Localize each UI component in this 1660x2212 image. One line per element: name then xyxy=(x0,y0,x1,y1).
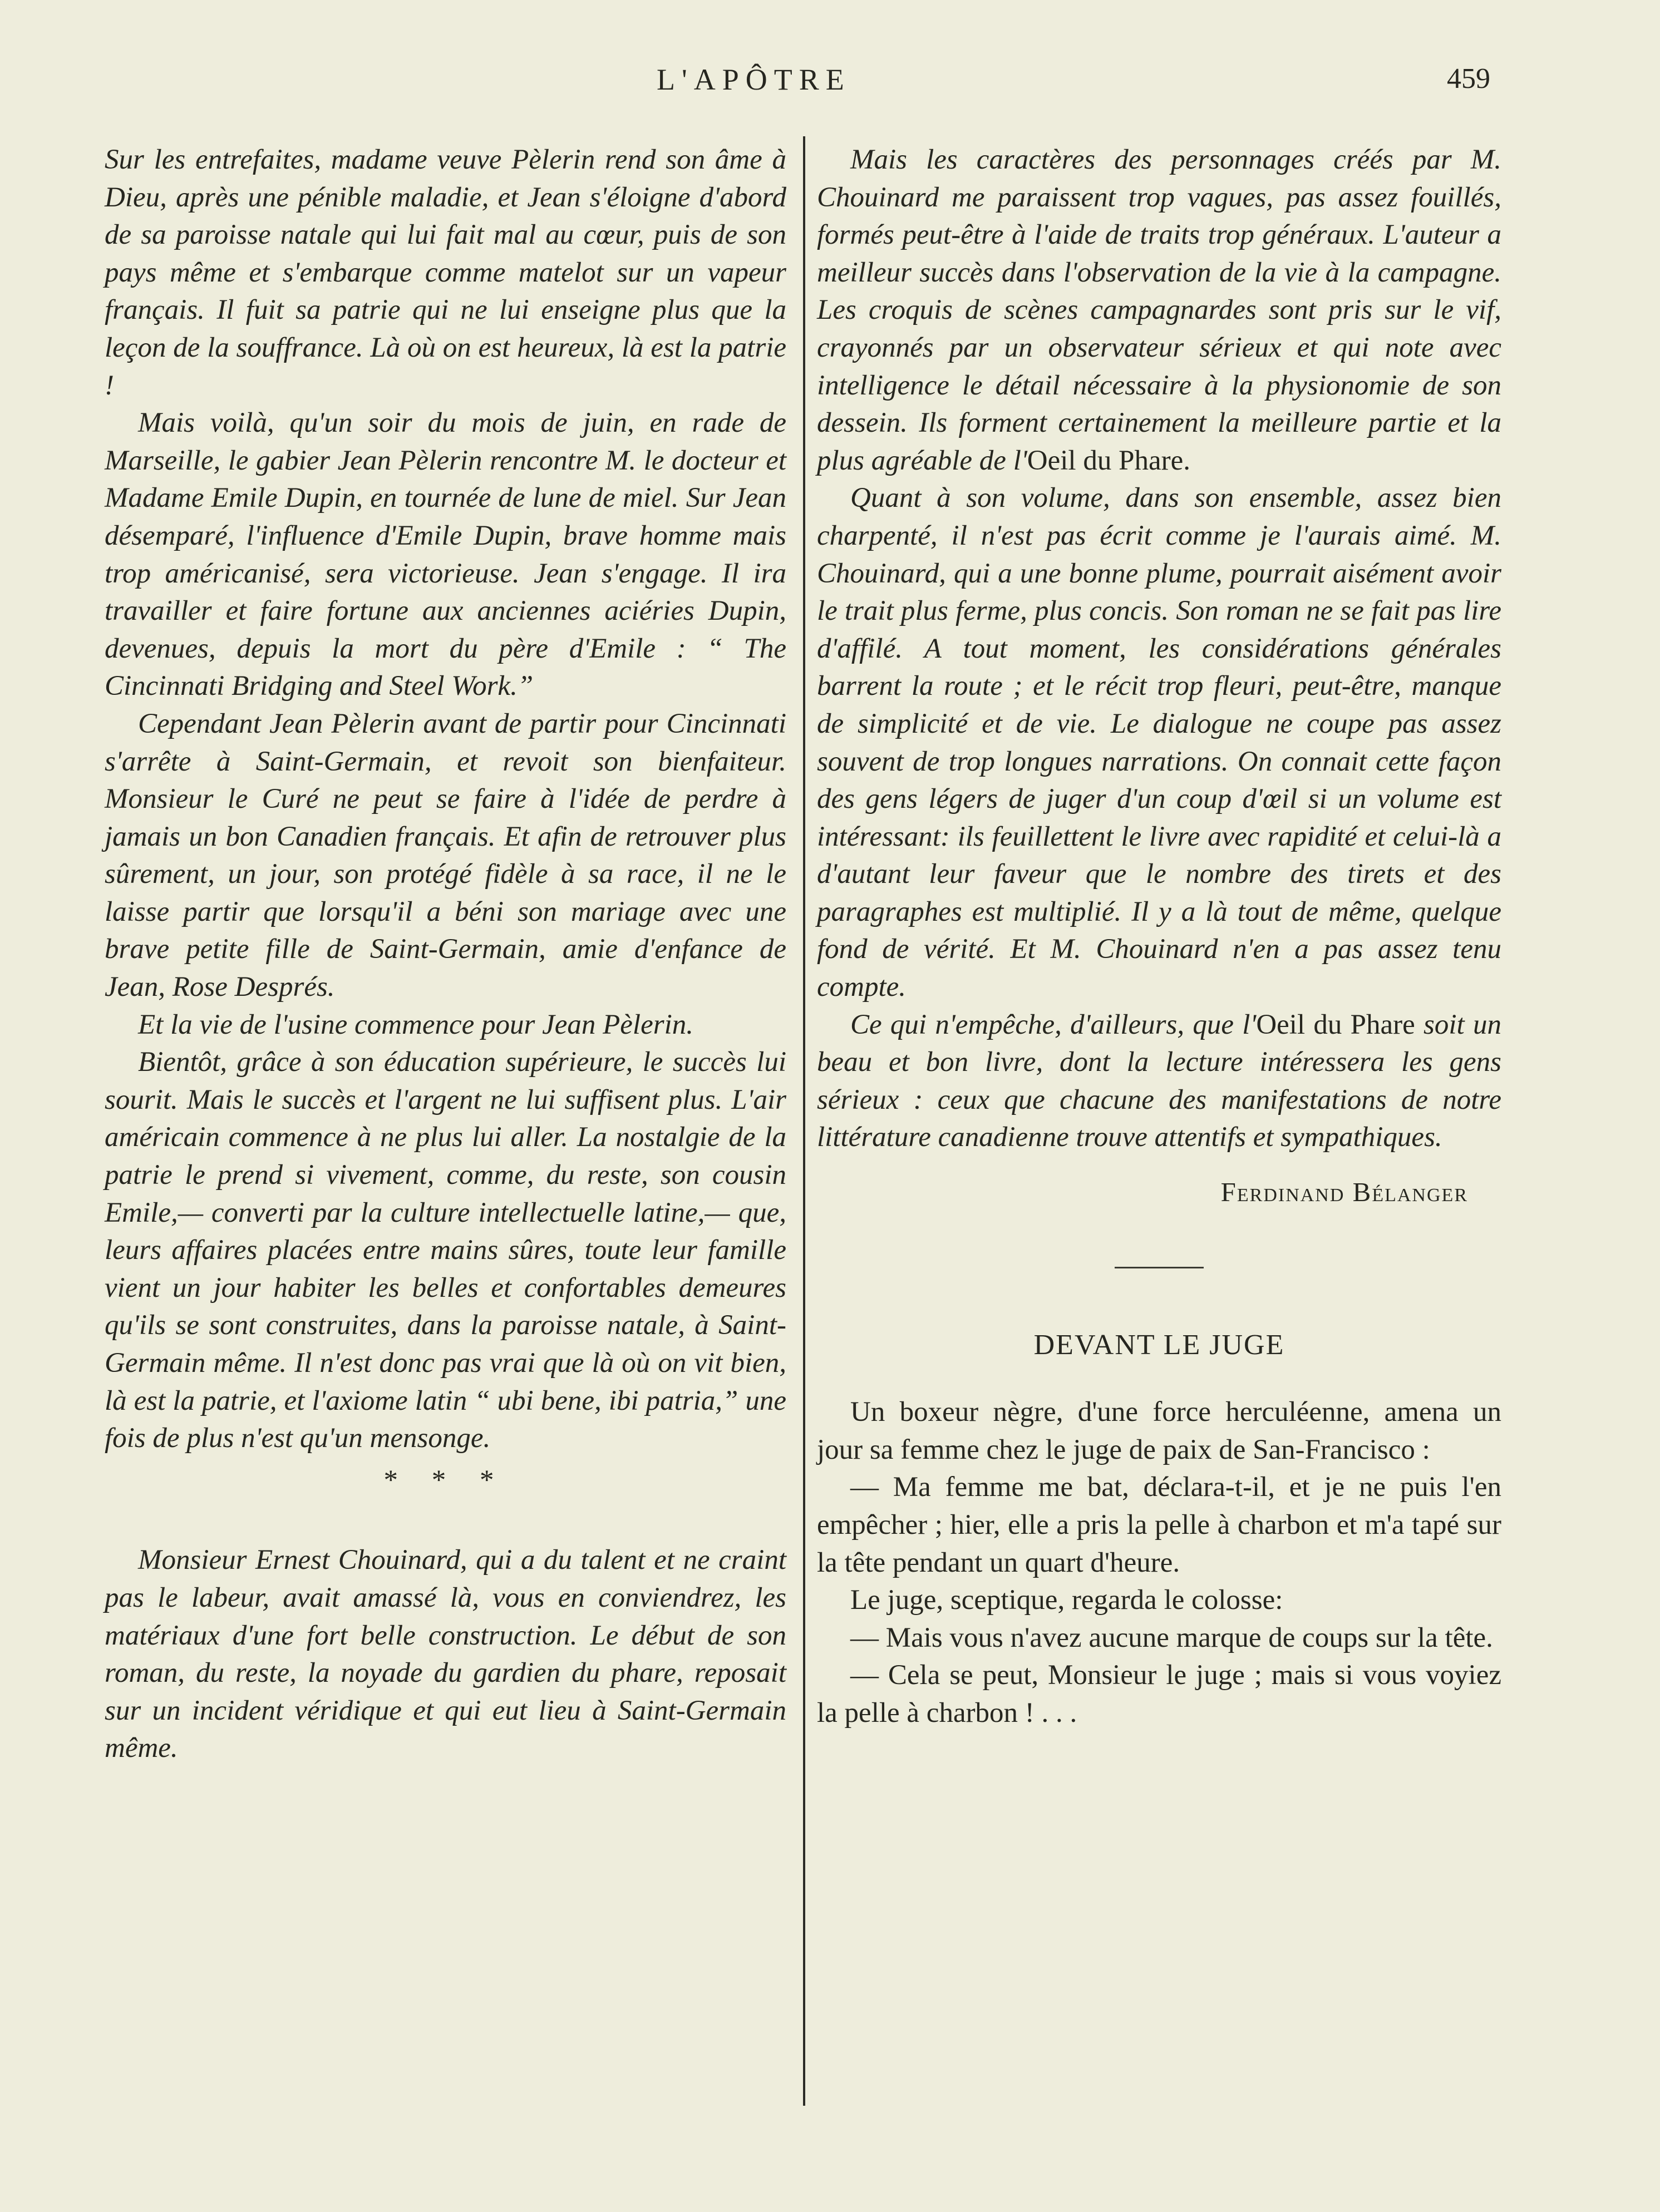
paragraph: Bientôt, grâce à son éducation supérieure, le succès lui sourit. Mais le succès et l'argent ne lui suffisent plus. L'air américain commence à ne plus lui aller. La nostalgie de la patrie le prend si vivement, comme, du reste, son cousin Emile,— converti par la culture intellectuelle latine,— que, leurs affaires placées entre mains sûres, toute leur famille vient un jour habiter les belles et confortables demeures qu'ils se sont construites, dans la paroisse natale, à Saint-Germain même. Il n'est donc pas vrai que là où on vit bien, là est la patrie, et l'axiome latin “ ubi bene, ibi patria,” une fois de plus n'est qu'un mensonge. xyxy=(105,1046,786,1454)
paragraph-text: Mais les caractères des personnages créés par M. Chouinard me paraissent trop vagues, pas assez fouillés, formés peut-être à l'aide de traits trop généraux. L'auteur a meilleur succès dans l'observation de la vie à la campagne. Les croquis de scènes campagnardes sont pris sur le vif, crayonnés par un observateur sérieux et qui note avec intelligence le détail nécessaire à la physionomie de son dessein. Ils forment certainement la meilleure partie et la plus agréable de l' xyxy=(817,144,1501,476)
paragraph xyxy=(817,1006,1501,1157)
section-separator xyxy=(1115,1267,1204,1268)
paragraph: Sur les entrefaites, madame veuve Pèlerin rend son âme à Dieu, après une pénible maladie, et Jean s'éloigne d'abord de sa paroisse natale qui lui fait mal au cœur, puis de son pays même et s'embarque comme matelot sur un vapeur français. Il fuit sa patrie qui ne lui enseigne plus que la leçon de la souffrance. Là où on est heureux, là est la patrie ! xyxy=(105,144,786,401)
paragraph xyxy=(817,141,1501,480)
running-head xyxy=(0,62,1660,107)
right-column xyxy=(817,141,1501,1732)
paragraph-text: soit un beau et bon livre, dont la lecture intéressera les gens sérieux : ceux que chacune des manifestations de notre littérature canadienne trouve attentifs et sympathiques. xyxy=(817,1009,1501,1153)
paragraph: Monsieur Ernest Chouinard, qui a du talent et ne craint pas le labeur, avait amassé là, vous en conviendrez, les matériaux d'une fort belle construction. Le début de son roman, du reste, la noyade du gardien du phare, reposait sur un incident véridique et qui eut lieu à Saint-Germain même. xyxy=(105,1544,786,1764)
section-break-stars: * * * xyxy=(383,1464,508,1496)
article-title: DEVANT LE JUGE xyxy=(1033,1329,1285,1361)
paragraph: Quant à son volume, dans son ensemble, assez bien charpenté, il n'est pas écrit comme je l'aurais aimé. M. Chouinard, qui a une bonne plume, pourrait aisément avoir le trait plus ferme, plus concis. Son roman ne se fait pas lire d'affilé. A tout moment, les considérations générales barrent la route ; et le récit trop fleuri, peut-être, manque de simplicité et de vie. Le dialogue ne coupe pas assez souvent de trop longues narrations. On connait cette façon des gens légers de juger d'un coup d'œil si un volume est intéressant: ils feuillettent le livre avec rapidité et celui-là a d'autant leur faveur que le nombre des tirets et des paragraphes est multiplié. Il y a là tout de même, quelque fond de vérité. Et M. Chouinard n'en a pas assez tenu compte. xyxy=(817,482,1501,1003)
author-signature: Ferdinand Bélanger xyxy=(1220,1177,1468,1208)
left-column xyxy=(105,141,786,1767)
column-divider xyxy=(803,136,805,2106)
article-paragraph: — Cela se peut, Monsieur le juge ; mais si vous voyiez la pelle à charbon ! . . . xyxy=(817,1660,1501,1729)
paragraph: Mais voilà, qu'un soir du mois de juin, en rade de Marseille, le gabier Jean Pèlerin rencontre M. le docteur et Madame Emile Dupin, en tournée de lune de miel. Sur Jean désemparé, l'influence d'Emile Dupin, brave homme mais trop américanisé, sera victorieuse. Jean s'engage. Il ira travailler et faire fortune aux anciennes aciéries Dupin, devenues, depuis la mort du père d'Emile : “ The Cincinnati Bridging and Steel Work.” xyxy=(105,407,786,702)
article-paragraph: Un boxeur nègre, d'une force herculéenne, amena un jour sa femme chez le juge de paix de San-Francisco : xyxy=(817,1396,1501,1465)
article-paragraph: — Ma femme me bat, déclara-t-il, et je ne puis l'en empêcher ; hier, elle a pris la pelle à charbon et m'a tapé sur la tête pendant un quart d'heure. xyxy=(817,1472,1501,1578)
running-title: L'APÔTRE xyxy=(657,63,851,96)
paragraph: Cependant Jean Pèlerin avant de partir pour Cincinnati s'arrête à Saint-Germain, et revoit son bienfaiteur. Monsieur le Curé ne peut se faire à l'idée de perdre à jamais un bon Canadien français. Et afin de retrouver plus sûrement, un jour, son protégé fidèle à sa race, il ne le laisse partir que lorsqu'il a béni son mariage avec une brave petite fille de Saint-Germain, amie d'enfance de Jean, Rose Després. xyxy=(105,708,786,1003)
page-number: 459 xyxy=(1447,63,1490,95)
book-title: Oeil du Phare xyxy=(1256,1009,1415,1040)
article-paragraph: Le juge, sceptique, regarda le colosse: xyxy=(850,1584,1283,1616)
article-paragraph: — Mais vous n'avez aucune marque de coups sur la tête. xyxy=(850,1622,1493,1653)
paragraph: Et la vie de l'usine commence pour Jean Pèlerin. xyxy=(138,1009,693,1040)
paragraph-text: Ce qui n'empêche, d'ailleurs, que l' xyxy=(850,1009,1257,1040)
book-title: Oeil du Phare. xyxy=(1027,445,1190,476)
